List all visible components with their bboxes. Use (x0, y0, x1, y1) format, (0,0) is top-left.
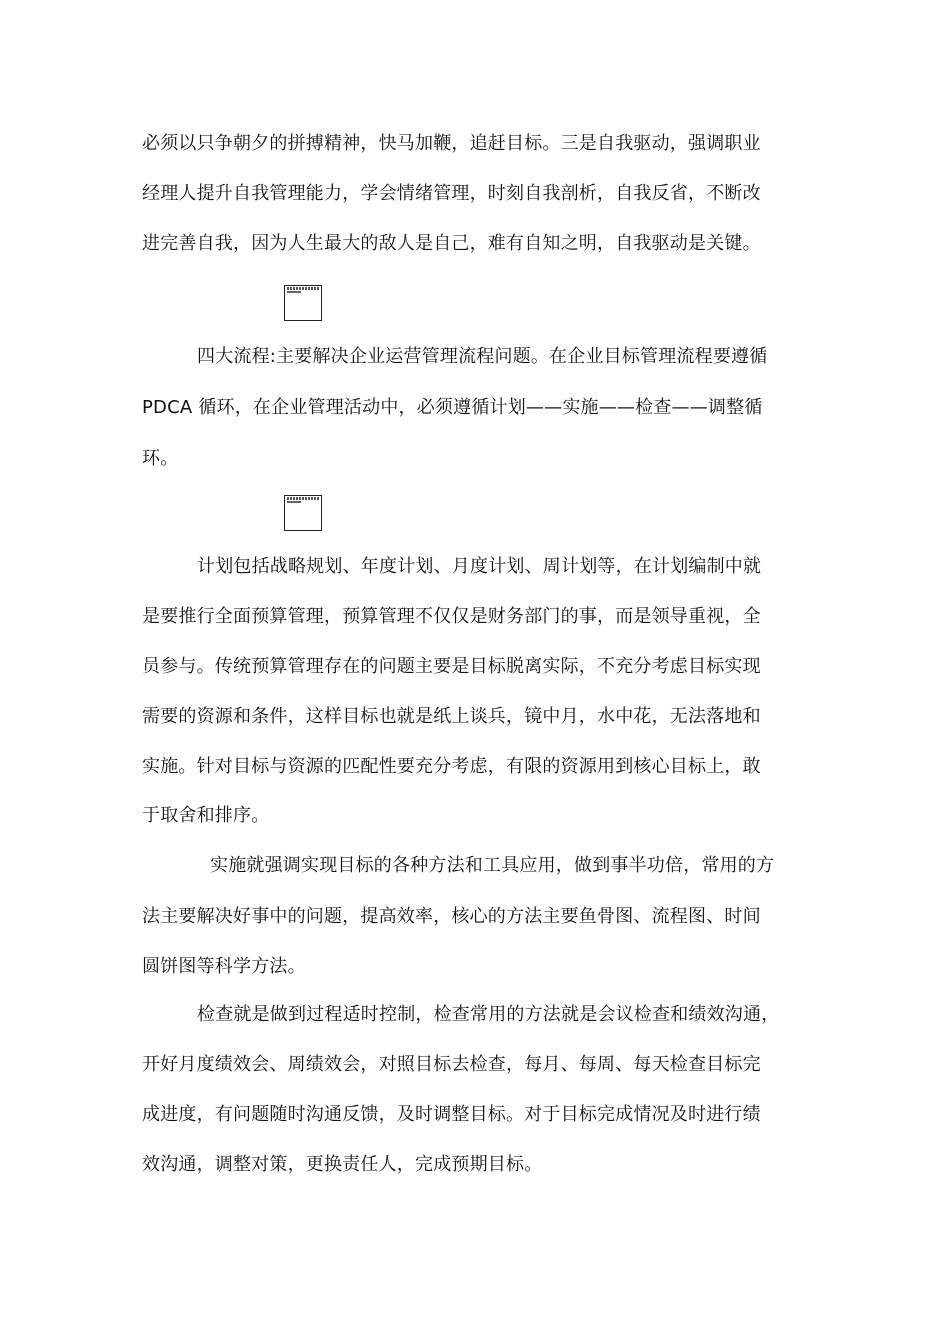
paragraph-3-line-3: 员参与。传统预算管理存在的问题主要是目标脱离实际，不充分考虑目标实现 (142, 656, 761, 677)
paragraph-4-line-2: 法主要解决好事中的问题，提高效率，核心的方法主要鱼骨图、流程图、时间 (142, 906, 761, 927)
image-caption-marks (287, 497, 319, 500)
paragraph-3-line-2: 是要推行全面预算管理，预算管理不仅仅是财务部门的事，而是领导重视，全 (142, 606, 761, 627)
paragraph-1-line-3: 进完善自我，因为人生最大的敌人是自己，难有自知之明，自我驱动是关键。 (142, 233, 761, 254)
embedded-image-placeholder (284, 285, 322, 321)
paragraph-5-line-1: 检查就是做到过程适时控制，检查常用的方法就是会议检查和绩效沟通， (197, 1004, 780, 1025)
paragraph-3-line-1: 计划包括战略规划、年度计划、月度计划、周计划等，在计划编制中就 (197, 556, 762, 577)
paragraph-4-line-3: 圆饼图等科学方法。 (142, 956, 306, 977)
paragraph-5-line-4: 效沟通，调整对策，更换责任人，完成预期目标。 (142, 1154, 543, 1175)
paragraph-5-line-3: 成进度，有问题随时沟通反馈，及时调整目标。对于目标完成情况及时进行绩 (142, 1104, 761, 1125)
image-caption-marks (287, 287, 319, 290)
paragraph-1-line-1: 必须以只争朝夕的拼搏精神，快马加鞭，追赶目标。三是自我驱动，强调职业 (142, 133, 761, 154)
paragraph-2-line-1: 四大流程:主要解决企业运营管理流程问题。在企业目标管理流程要遵循 (197, 346, 768, 367)
paragraph-1-line-2: 经理人提升自我管理能力，学会情绪管理，时刻自我剖析，自我反省，不断改 (142, 183, 761, 204)
paragraph-2-line-3: 环。 (142, 448, 179, 469)
paragraph-3-line-5: 实施。针对目标与资源的匹配性要充分考虑，有限的资源用到核心目标上，敢 (142, 756, 761, 777)
paragraph-3-line-4: 需要的资源和条件，这样目标也就是纸上谈兵，镜中月，水中花，无法落地和 (142, 706, 761, 727)
paragraph-4-line-1: 实施就强调实现目标的各种方法和工具应用，做到事半功倍，常用的方 (210, 855, 775, 876)
image-caption-marks (287, 501, 301, 503)
paragraph-5-line-2: 开好月度绩效会、周绩效会，对照目标去检查，每月、每周、每天检查目标完 (142, 1054, 761, 1075)
image-caption-marks (287, 291, 301, 293)
paragraph-2-line-2: PDCA 循环，在企业管理活动中，必须遵循计划——实施——检查——调整循 (142, 397, 763, 418)
paragraph-3-line-6: 于取舍和排序。 (142, 805, 270, 826)
embedded-image-placeholder (284, 495, 322, 531)
